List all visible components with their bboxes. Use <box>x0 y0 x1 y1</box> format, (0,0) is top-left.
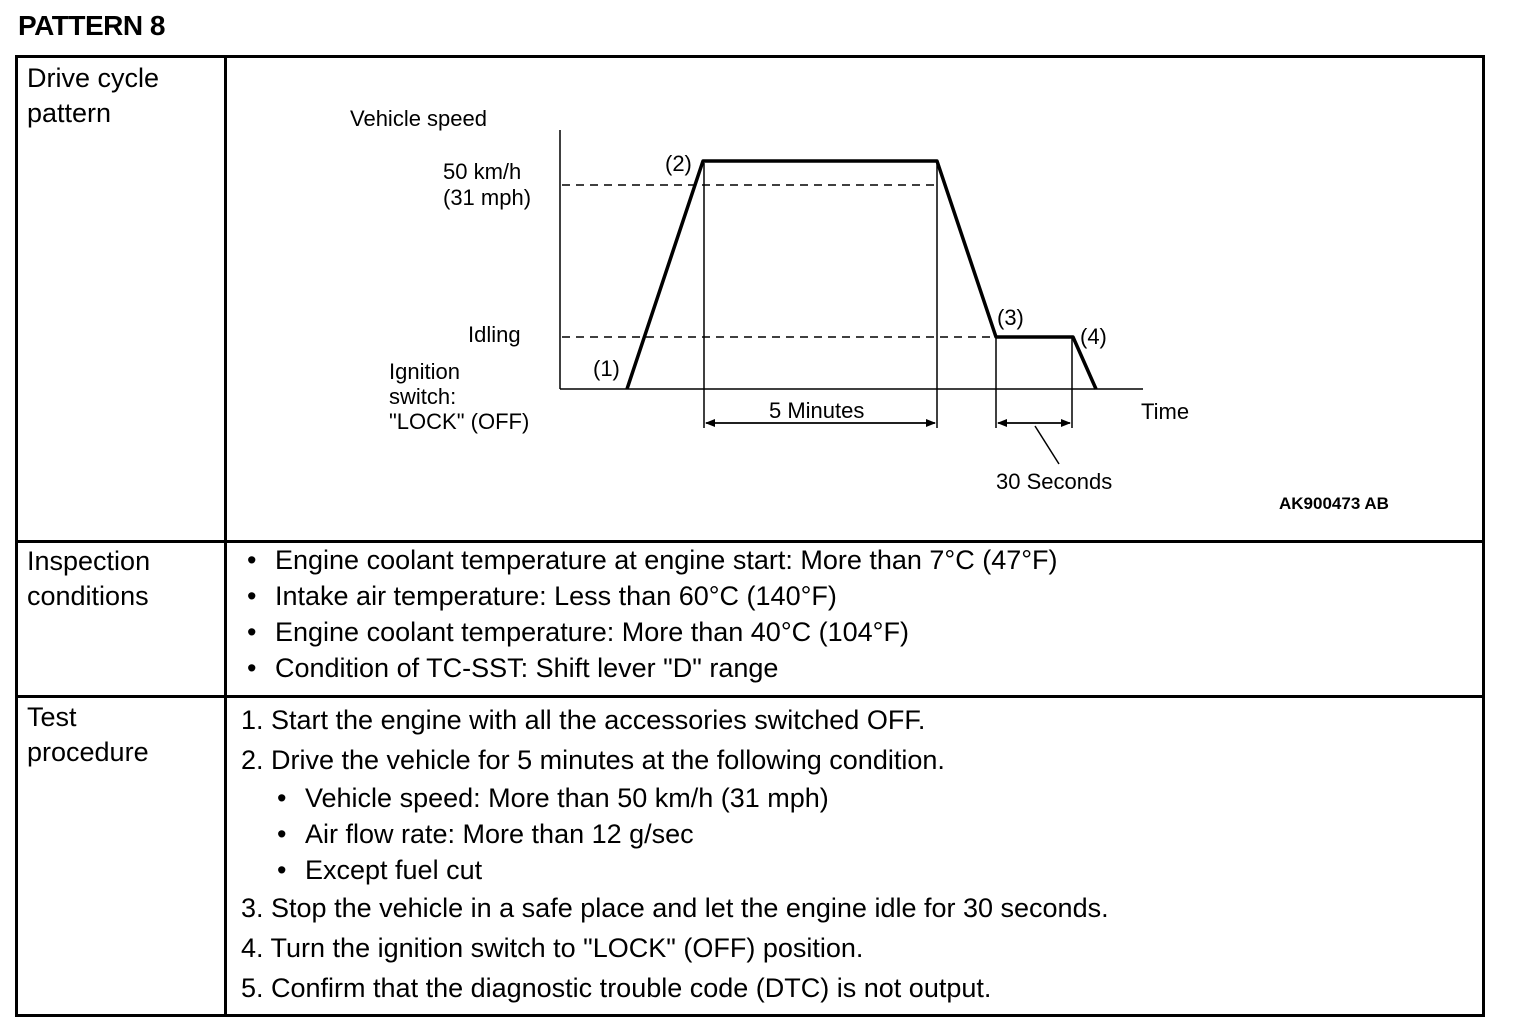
procedure-sub-item: • Air flow rate: More than 12 g/sec <box>241 816 1109 852</box>
procedure-step-5: 5. Confirm that the diagnostic trouble code (DTC) is not output. <box>241 973 992 1003</box>
inspection-conditions-list <box>243 542 1058 686</box>
idling-label: Idling <box>468 322 521 347</box>
drive-cycle-table <box>15 55 1485 1017</box>
label-line: pattern <box>27 98 112 128</box>
row-divider <box>18 695 1482 698</box>
thirty-seconds-label: 30 Seconds <box>996 469 1113 494</box>
procedure-step-3: 3. Stop the vehicle in a safe place and let the engine idle for 30 seconds. <box>241 893 1109 923</box>
point-1-label: (1) <box>593 356 620 381</box>
list-item: • Intake air temperature: Less than 60°C (140°F) <box>243 578 1058 614</box>
point-2-label: (2) <box>665 151 692 176</box>
test-procedure-steps <box>241 700 1109 1008</box>
procedure-step-2: 2. Drive the vehicle for 5 minutes at the following condition. <box>241 745 945 775</box>
speed-label-mph: (31 mph) <box>443 185 532 210</box>
leader-line <box>1035 426 1059 464</box>
drive-cycle-diagram <box>18 58 1482 538</box>
procedure-sub-item: • Vehicle speed: More than 50 km/h (31 mph) <box>241 780 1109 816</box>
label-line: Test <box>27 702 77 732</box>
test-procedure-label <box>27 700 149 770</box>
point-3-label: (3) <box>997 305 1024 330</box>
procedure-step-1: 1. Start the engine with all the accessories switched OFF. <box>241 705 926 735</box>
y-axis-label: Vehicle speed <box>350 106 487 131</box>
procedure-sub-item: • Except fuel cut <box>241 852 1109 888</box>
speed-label: 50 km/h <box>443 159 522 184</box>
ignition-label: Ignition <box>389 359 460 384</box>
ignition-label: "LOCK" (OFF) <box>389 409 530 434</box>
ignition-label: switch: <box>389 384 457 409</box>
label-line: Drive cycle <box>27 63 160 93</box>
label-line: conditions <box>27 581 149 611</box>
time-axis-label: Time <box>1141 399 1190 424</box>
list-item: • Engine coolant temperature: More than 40°C (104°F) <box>243 614 1058 650</box>
procedure-step-4: 4. Turn the ignition switch to "LOCK" (OFF) position. <box>241 933 864 963</box>
label-line: procedure <box>27 737 149 767</box>
five-minutes-label: 5 Minutes <box>769 398 865 423</box>
figure-code: AK900473 AB <box>1279 494 1389 513</box>
inspection-conditions-label <box>27 544 150 614</box>
label-line: Inspection <box>27 546 151 576</box>
speed-profile-line <box>627 161 1096 389</box>
list-item: • Condition of TC-SST: Shift lever "D" range <box>243 650 1058 686</box>
point-4-label: (4) <box>1080 324 1107 349</box>
page-title: PATTERN 8 <box>18 10 165 41</box>
list-item: • Engine coolant temperature at engine start: More than 7°C (47°F) <box>243 542 1058 578</box>
